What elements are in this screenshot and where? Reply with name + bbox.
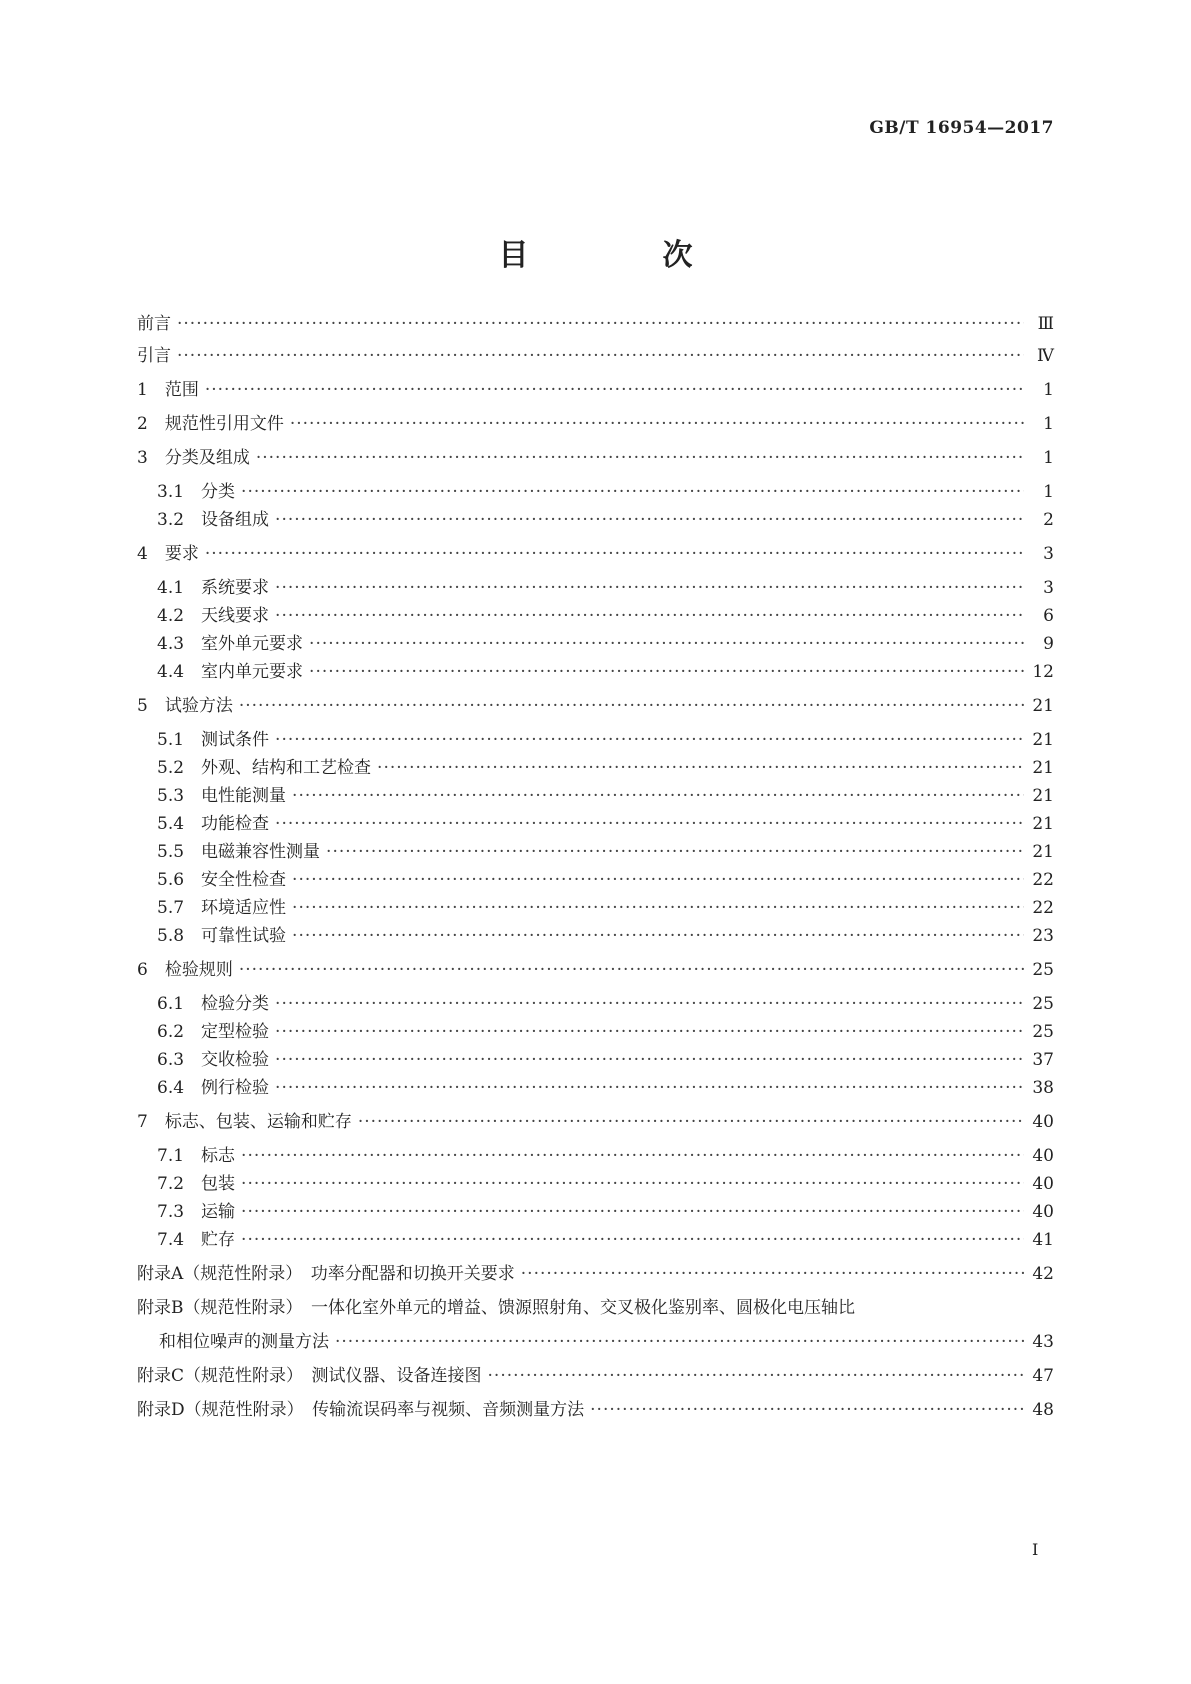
toc-entry-label: 附录D（规范性附录） 传输流误码率与视频、音频测量方法 [137,1400,585,1420]
toc-entry-page: 22 [1032,898,1054,918]
toc-leader [358,1108,1024,1136]
toc-entry-page: 40 [1032,1174,1054,1194]
toc-leader [275,1074,1024,1102]
toc-entry-page: 22 [1032,870,1054,890]
toc-entry-page: 12 [1032,662,1054,682]
toc-entry-label: 7.3 运输 [157,1202,236,1222]
toc-leader [256,444,1024,472]
toc-entry-7-4[interactable] [157,1226,1054,1254]
toc-entry-page: 40 [1032,1202,1054,1222]
toc-entry-page: 40 [1032,1112,1054,1132]
toc-entry-page: 40 [1032,1146,1054,1166]
toc-leader [239,956,1024,984]
toc-leader [292,922,1024,950]
toc-entry-7-1[interactable] [157,1142,1054,1170]
toc-entry-page: 47 [1032,1366,1054,1386]
toc-entry-4-2[interactable] [157,602,1054,630]
toc-entry-label: 3 分类及组成 [137,448,250,468]
toc-leader [335,1328,1024,1356]
toc-entry-4[interactable] [137,540,1054,568]
toc-entry-label: 6.2 定型检验 [157,1022,270,1042]
toc-leader [292,866,1024,894]
toc-leader [309,630,1024,658]
toc-entry-label: 5 试验方法 [137,696,233,716]
toc-entry-label: 和相位噪声的测量方法 [159,1332,329,1352]
toc-entry-page: 37 [1032,1050,1054,1070]
toc-leader [488,1362,1024,1390]
toc-entry-label: 5.2 外观、结构和工艺检查 [157,758,372,778]
toc-leader [377,754,1024,782]
toc-entry-label: 6.1 检验分类 [157,994,270,1014]
toc-entry-6-1[interactable] [157,990,1054,1018]
toc-entry-label: 3.2 设备组成 [157,510,270,530]
toc-entry-appendix-d[interactable] [137,1396,1054,1424]
toc-entry-7[interactable] [137,1108,1054,1136]
toc-entry-page: 1 [1043,414,1054,434]
toc-entry-5-4[interactable] [157,810,1054,838]
toc-entry-label: 4.4 室内单元要求 [157,662,304,682]
toc-entry-page: 1 [1043,380,1054,400]
toc-entry-label: 附录B（规范性附录） 一体化室外单元的增益、馈源照射角、交叉极化鉴别率、圆极化电压轴比 [137,1298,855,1318]
toc-leader [275,506,1024,534]
toc-entry-page: 1 [1043,448,1054,468]
toc-entry-label: 5.6 安全性检查 [157,870,287,890]
toc-entry-page: 23 [1032,926,1054,946]
toc-entry-label: 5.7 环境适应性 [157,898,287,918]
toc-entry-3-2[interactable] [157,506,1054,534]
toc-entry-page: 42 [1032,1264,1054,1284]
toc-leader [292,782,1024,810]
toc-leader [205,540,1024,568]
toc-entry-label: 1 范围 [137,380,199,400]
toc-entry-label: 7.4 贮存 [157,1230,236,1250]
toc-entry-label: 6.4 例行检验 [157,1078,270,1098]
toc-entry-page: 1 [1043,482,1054,502]
toc-entry-page: 6 [1043,606,1054,626]
toc-leader [177,342,1024,370]
toc-entry-4-1[interactable] [157,574,1054,602]
toc-leader [205,376,1024,404]
toc-entry-label: 3.1 分类 [157,482,236,502]
toc-entry-page: 3 [1043,578,1054,598]
toc-entry-label: 5.3 电性能测量 [157,786,287,806]
toc-leader [290,410,1024,438]
toc-leader [326,838,1024,866]
toc-entry-5-7[interactable] [157,894,1054,922]
toc-entry-page: 41 [1032,1230,1054,1250]
toc-entry-page: 21 [1032,814,1054,834]
toc-entry-page: Ⅳ [1037,346,1054,366]
toc-entry-7-3[interactable] [157,1198,1054,1226]
toc-leader [177,310,1024,338]
toc-entry-3-1[interactable] [157,478,1054,506]
page-number: Ⅰ [1032,1540,1039,1559]
toc-entry-5[interactable] [137,692,1054,720]
toc-leader [241,1170,1024,1198]
toc-leader [275,1046,1024,1074]
toc-leader [275,1018,1024,1046]
toc-leader [239,692,1024,720]
toc-entry-label: 4.1 系统要求 [157,578,270,598]
toc-entry-appendix-c[interactable] [137,1362,1054,1390]
toc-entry-4-3[interactable] [157,630,1054,658]
toc-entry-label: 7.1 标志 [157,1146,236,1166]
toc-entry-6[interactable] [137,956,1054,984]
toc-entry-label: 附录A（规范性附录） 功率分配器和切换开关要求 [137,1264,515,1284]
toc-entry-3[interactable] [137,444,1054,472]
toc-leader [275,726,1024,754]
toc-entry-label: 5.4 功能检查 [157,814,270,834]
toc-leader [275,990,1024,1018]
toc-entry-page: 25 [1032,1022,1054,1042]
toc-entry-page: 48 [1032,1400,1054,1420]
toc-leader [590,1396,1024,1424]
toc-entry-appendix-a[interactable] [137,1260,1054,1288]
toc-leader [521,1260,1024,1288]
toc-entry-label: 前言 [137,314,171,334]
toc-entry-label: 2 规范性引用文件 [137,414,284,434]
toc-entry-4-4[interactable] [157,658,1054,686]
toc-entry-page: 21 [1032,730,1054,750]
toc-entry-page: Ⅲ [1037,314,1054,334]
toc-leader [241,1226,1024,1254]
toc-entry-label: 6.3 交收检验 [157,1050,270,1070]
toc-entry-page: 21 [1032,696,1054,716]
toc-entry-1[interactable] [137,376,1054,404]
toc-entry-5-2[interactable] [157,754,1054,782]
toc-entry-2[interactable] [137,410,1054,438]
toc-entry-page: 38 [1032,1078,1054,1098]
toc-entry-label: 引言 [137,346,171,366]
toc-entry-page: 21 [1032,758,1054,778]
toc-entry-label: 5.8 可靠性试验 [157,926,287,946]
toc-entry-preface[interactable] [137,310,1054,338]
toc-entry-introduction[interactable] [137,342,1054,370]
toc-leader [275,810,1024,838]
toc-entry-label: 4.2 天线要求 [157,606,270,626]
toc-entry-label: 7.2 包装 [157,1174,236,1194]
toc-leader [241,478,1024,506]
toc-entry-6-2[interactable] [157,1018,1054,1046]
toc-entry-page: 2 [1043,510,1054,530]
toc-leader [275,574,1024,602]
toc-entry-5-8[interactable] [157,922,1054,950]
toc-entry-5-5[interactable] [157,838,1054,866]
page-title: 目 次 [498,238,745,273]
toc-leader [292,894,1024,922]
toc-entry-label: 5.1 测试条件 [157,730,270,750]
toc-entry-appendix-b-continued[interactable] [159,1328,1054,1356]
toc-leader [241,1198,1024,1226]
toc-entry-label: 7 标志、包装、运输和贮存 [137,1112,352,1132]
toc-entry-label: 5.5 电磁兼容性测量 [157,842,321,862]
toc-entry-label: 附录C（规范性附录） 测试仪器、设备连接图 [137,1366,482,1386]
toc-entry-5-6[interactable] [157,866,1054,894]
toc-entry-page: 25 [1032,994,1054,1014]
toc-leader [241,1142,1024,1170]
standard-code: GB/T 16954—2017 [869,118,1054,138]
toc-entry-label: 4.3 室外单元要求 [157,634,304,654]
toc-entry-6-3[interactable] [157,1046,1054,1074]
toc-entry-page: 21 [1032,842,1054,862]
toc-entry-label: 6 检验规则 [137,960,233,980]
toc-leader [309,658,1024,686]
toc-entry-page: 21 [1032,786,1054,806]
toc-entry-page: 25 [1032,960,1054,980]
toc-entry-5-3[interactable] [157,782,1054,810]
toc-leader [275,602,1024,630]
toc-entry-6-4[interactable] [157,1074,1054,1102]
toc-entry-7-2[interactable] [157,1170,1054,1198]
toc-entry-page: 43 [1032,1332,1054,1352]
toc-entry-label: 4 要求 [137,544,199,564]
toc-entry-appendix-b[interactable] [137,1294,1054,1322]
toc-entry-5-1[interactable] [157,726,1054,754]
toc-entry-page: 3 [1043,544,1054,564]
toc-entry-page: 9 [1043,634,1054,654]
